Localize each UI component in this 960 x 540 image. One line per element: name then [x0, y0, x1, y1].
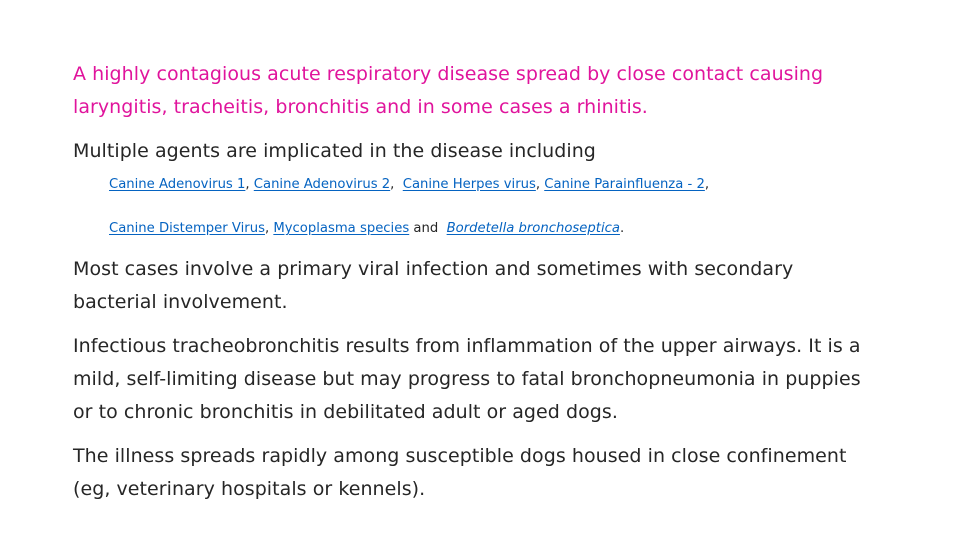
separator: ,	[245, 177, 254, 192]
slide-content	[73, 58, 893, 517]
paragraph-tracheobronchitis	[73, 330, 893, 429]
paragraph-line: or to chronic bronchitis in debilitated adult or aged dogs.	[73, 401, 618, 423]
link-canine-adenovirus-1[interactable]: Canine Adenovirus 1	[109, 177, 246, 192]
agents-row-1	[109, 175, 893, 197]
separator: ,	[264, 221, 274, 236]
paragraph-line: The illness spreads rapidly among susceptible dogs housed in close confinement	[73, 445, 847, 467]
agents-row-2	[109, 219, 893, 241]
link-bordetella-bronchoseptica[interactable]: Bordetella bronchoseptica	[446, 221, 620, 236]
link-canine-parainfluenza-2[interactable]: Canine Parainfluenza - 2	[544, 177, 705, 192]
agents-heading: Multiple agents are implicated in the disease including	[73, 140, 596, 162]
paragraph-line: bacterial involvement.	[73, 291, 288, 313]
paragraph-viral-infection	[73, 253, 893, 319]
intro-line-1: A highly contagious acute respiratory disease spread by close contact causing	[73, 63, 824, 85]
paragraph-line: mild, self-limiting disease but may progress to fatal bronchopneumonia in puppies	[73, 368, 861, 390]
separator: ,	[535, 177, 545, 192]
paragraph-spread	[73, 440, 893, 506]
separator: .	[619, 221, 625, 236]
link-canine-distemper-virus[interactable]: Canine Distemper Virus	[109, 221, 265, 236]
paragraph-line: Most cases involve a primary viral infection and sometimes with secondary	[73, 258, 794, 280]
paragraph-line: (eg, veterinary hospitals or kennels).	[73, 478, 426, 500]
agents-list	[109, 175, 893, 241]
separator: ,	[390, 177, 403, 192]
intro-line-2: laryngitis, tracheitis, bronchitis and in some cases a rhinitis.	[73, 96, 648, 118]
link-mycoplasma-species[interactable]: Mycoplasma species	[273, 221, 410, 236]
link-canine-adenovirus-2[interactable]: Canine Adenovirus 2	[253, 177, 391, 192]
paragraph-line: Infectious tracheobronchitis results from inflammation of the upper airways. It is a	[73, 335, 861, 357]
link-canine-herpes-virus[interactable]: Canine Herpes virus	[402, 177, 536, 192]
intro-paragraph	[73, 58, 893, 124]
separator: and	[409, 221, 447, 236]
separator: ,	[704, 177, 710, 192]
